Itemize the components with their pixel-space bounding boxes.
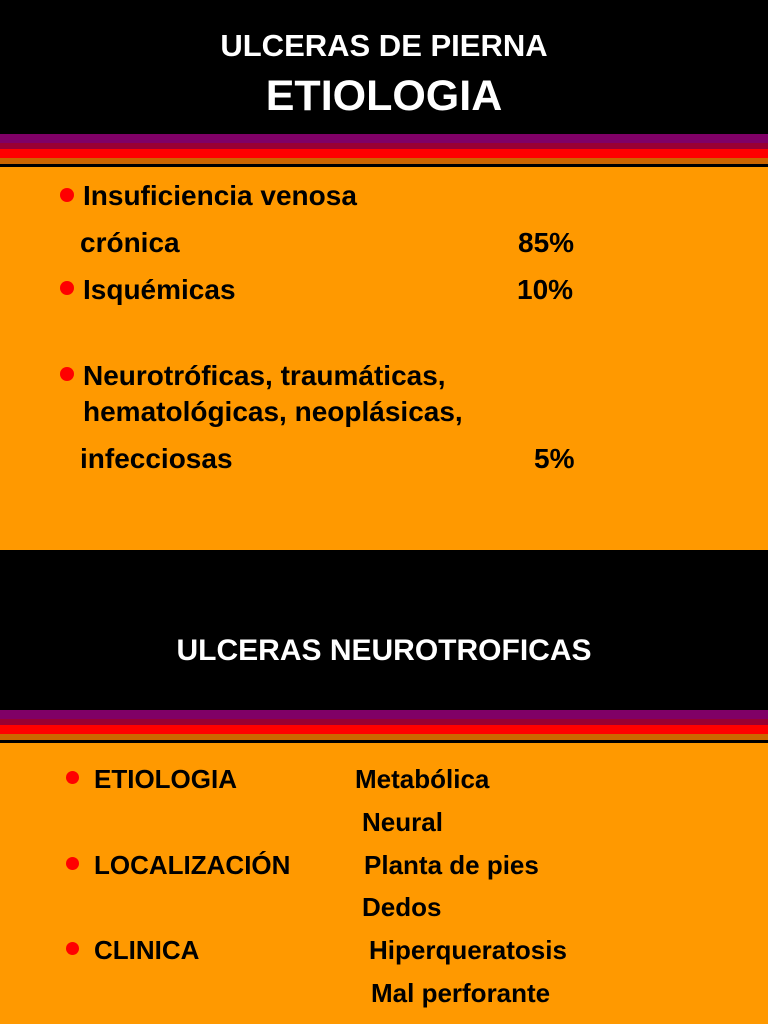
item-isquemicas-label: Isquémicas bbox=[83, 274, 236, 305]
stripe-red bbox=[0, 725, 768, 734]
item-otras-line-2: hematológicas, neoplásicas, bbox=[83, 396, 463, 427]
bullet-icon bbox=[66, 942, 79, 955]
bullet-icon bbox=[66, 857, 79, 870]
slide-2-body bbox=[0, 743, 768, 1024]
bullet-icon bbox=[66, 771, 79, 784]
row-clinica-value-2: Mal perforante bbox=[371, 978, 551, 1008]
item-venosa-line-2: crónica bbox=[80, 227, 180, 258]
item-isquemicas-value: 10% bbox=[517, 274, 574, 305]
stripe-purple bbox=[0, 134, 768, 143]
item-otras-line-1: Neurotróficas, traumáticas, bbox=[83, 360, 446, 391]
slide-1-title-line-2: ETIOLOGIA bbox=[265, 72, 503, 120]
item-venosa-value: 85% bbox=[518, 227, 575, 258]
slide-1-body bbox=[0, 167, 768, 550]
slide-2-title: ULCERAS NEUROTROFICAS bbox=[176, 634, 592, 667]
row-localizacion-label: LOCALIZACIÓN bbox=[94, 850, 291, 880]
row-localizacion-value-1: Planta de pies bbox=[364, 850, 539, 880]
row-localizacion-value-2: Dedos bbox=[362, 892, 442, 922]
item-otras-value: 5% bbox=[534, 443, 575, 474]
row-clinica-label: CLINICA bbox=[94, 935, 200, 965]
stripe-red bbox=[0, 149, 768, 158]
slide-2-header bbox=[0, 550, 768, 708]
item-venosa-line-1: Insuficiencia venosa bbox=[83, 180, 357, 211]
bullet-icon bbox=[60, 188, 74, 202]
bullet-icon bbox=[60, 367, 74, 381]
stripe-orange-dark bbox=[0, 158, 768, 164]
row-etiologia-value-2: Neural bbox=[362, 807, 443, 837]
row-clinica-value-1: Hiperqueratosis bbox=[369, 935, 567, 965]
slide-1-title-line-1: ULCERAS DE PIERNA bbox=[220, 28, 548, 63]
slide-1-header bbox=[0, 0, 768, 132]
row-etiologia-value-1: Metabólica bbox=[355, 764, 490, 794]
row-etiologia-label: ETIOLOGIA bbox=[94, 764, 237, 794]
bullet-icon bbox=[60, 281, 74, 295]
item-otras-line-3: infecciosas bbox=[80, 443, 233, 474]
stripe-orange-dark bbox=[0, 734, 768, 740]
stripe-purple bbox=[0, 710, 768, 719]
